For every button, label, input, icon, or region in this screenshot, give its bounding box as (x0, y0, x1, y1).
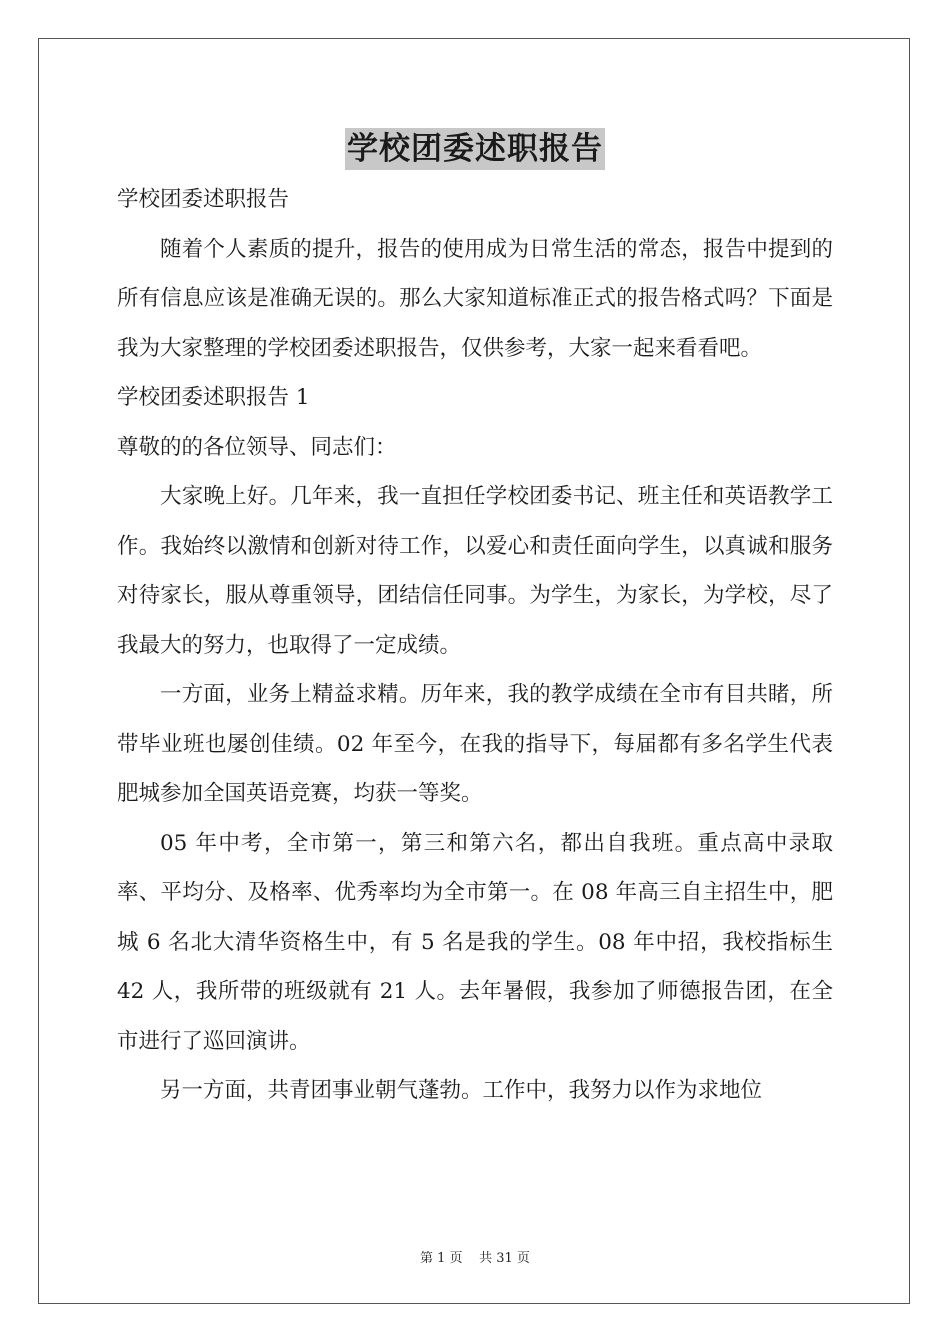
paragraph: 学校团委述职报告 (117, 187, 290, 212)
paragraph: 大家晚上好。几年来，我一直担任学校团委书记、班主任和英语教学工作。我始终以激情和创新对待工作，以爱心和责任面向学生，以真诚和服务对待家长，服从尊重领导，团结信任同事。为学生，为家长，为学校，尽了我最大的努力，也取得了一定成绩。 (117, 484, 833, 658)
document-body (117, 175, 833, 1116)
paragraph: 一方面，业务上精益求精。历年来，我的教学成绩在全市有目共睹，所带毕业班也屡创佳绩。02 年至今，在我的指导下，每届都有多名学生代表肥城参加全国英语竞赛，均获一等奖。 (117, 682, 833, 806)
section-heading: 学校团委述职报告 1 (117, 385, 310, 410)
paragraph: 另一方面，共青团事业朝气蓬勃。工作中，我努力以作为求地位 (160, 1078, 763, 1103)
document-title-text: 学校团委述职报告 (345, 128, 605, 170)
page-footer (0, 1247, 950, 1266)
page-total: 共 31 页 (479, 1251, 530, 1266)
paragraph: 05 年中考，全市第一，第三和第六名，都出自我班。重点高中录取率、平均分、及格率、优秀率均为全市第一。在 08 年高三自主招生中，肥城 6 名北大清华资格生中，有 5 名是我的学生。08 年中招，我校指标生 42 人，我所带的班级就有 21 人。去年暑假，我参加了师德报告团，在全市进行了巡回演讲。 (117, 830, 833, 1054)
page-number: 第 1 页 (420, 1251, 463, 1266)
document-title (0, 128, 950, 172)
paragraph: 随着个人素质的提升，报告的使用成为日常生活的常态，报告中提到的所有信息应该是准确无误的。那么大家知道标准正式的报告格式吗？下面是我为大家整理的学校团委述职报告，仅供参考，大家一起来看看吧。 (117, 236, 833, 361)
salutation: 尊敬的的各位领导、同志们： (117, 434, 397, 460)
